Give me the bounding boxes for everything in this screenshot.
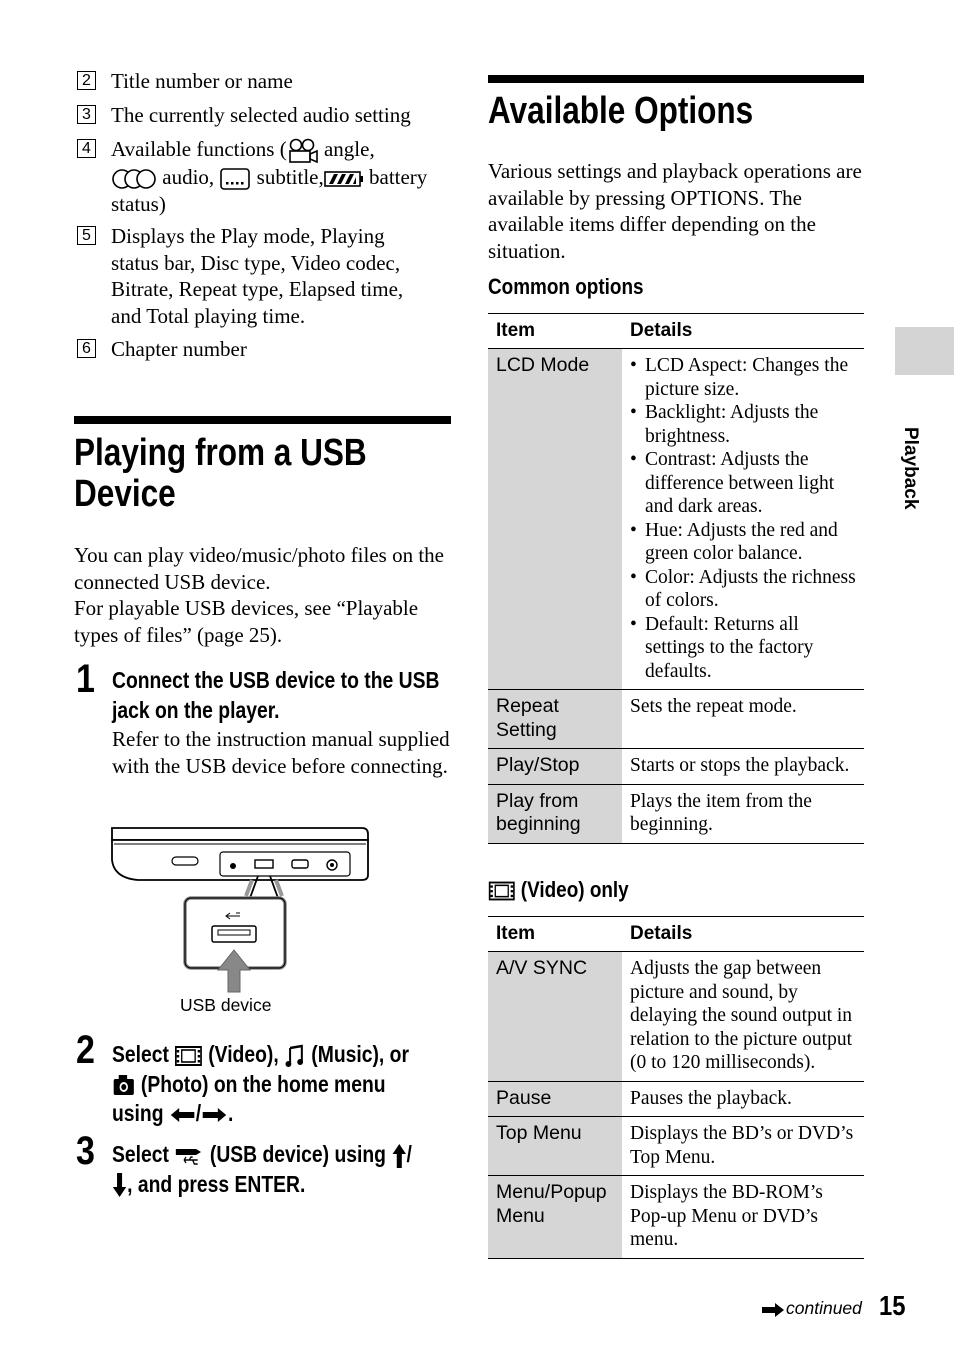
video-only-heading — [488, 877, 629, 903]
right-arrow-icon — [201, 1106, 228, 1124]
row-item: Pause — [488, 1081, 622, 1117]
continued-text: continued — [786, 1298, 862, 1318]
list-item: • Default: Returns all settings to the factory defaults. — [630, 613, 856, 684]
legend-battery-label: battery — [369, 165, 428, 190]
down-arrow-icon — [112, 1172, 127, 1198]
video-only-heading-text: (Video) only — [520, 877, 629, 902]
legend-number: 5 — [77, 226, 96, 245]
page-number: 15 — [879, 1290, 906, 1321]
table-row — [488, 784, 864, 843]
row-item: A/V SYNC — [488, 952, 622, 1082]
subtitle-icon — [219, 167, 251, 191]
step-2-heading — [112, 1040, 466, 1129]
row-item: LCD Mode — [488, 349, 622, 690]
row-details: Sets the repeat mode. — [622, 690, 864, 749]
legend-number: 2 — [77, 71, 96, 90]
row-details: Adjusts the gap between picture and sound, by delaying the sound output in relation to the picture output (0 to 120 milliseconds). — [622, 952, 864, 1082]
table-row — [488, 1176, 864, 1259]
step-line — [112, 1170, 412, 1200]
step-text-usb: (USB device) using — [209, 1141, 386, 1167]
step-text-using: using — [112, 1100, 164, 1126]
step-3-heading — [112, 1140, 469, 1199]
row-details: Displays the BD-ROM’s Pop-up Menu or DVD’s menu. — [622, 1176, 864, 1259]
step-line — [112, 1070, 409, 1100]
legend-number: 6 — [77, 339, 96, 358]
step-text-music: (Music), or — [311, 1041, 409, 1067]
common-options-table — [488, 313, 864, 844]
list-item: • Hue: Adjusts the red and green color balance. — [630, 519, 856, 566]
step-line — [112, 1140, 412, 1170]
legend-text-tail: status) — [111, 192, 166, 217]
legend-subtitle-label: subtitle, — [256, 165, 324, 190]
up-arrow-icon — [391, 1143, 406, 1169]
title-line: Playing from a USB — [74, 432, 367, 474]
continued-indicator — [760, 1298, 862, 1319]
common-options-heading: Common options — [488, 274, 644, 299]
step-text-select: Select — [112, 1141, 169, 1167]
legend-text: Displays the Play mode, Playing status bar, Disc type, Video codec, Bitrate, Repeat type, Elapsed time, and Total playing time. — [111, 224, 404, 328]
row-item: Menu/Popup Menu — [488, 1176, 622, 1259]
video-icon — [488, 879, 516, 903]
row-item: Play from beginning — [488, 784, 622, 843]
step-text-select: Select — [112, 1041, 169, 1067]
list-item: • LCD Aspect: Changes the picture size. — [630, 354, 856, 401]
details-list — [630, 354, 856, 683]
section-rule — [74, 416, 451, 424]
list-item: • Color: Adjusts the richness of colors. — [630, 566, 856, 613]
video-icon — [174, 1044, 203, 1068]
legend-audio-label: audio, — [162, 165, 215, 190]
step-text-slash: / — [406, 1141, 412, 1167]
table-row — [488, 749, 864, 785]
table-row — [488, 690, 864, 749]
side-tab-label: Playback — [900, 427, 921, 510]
table-header-row — [488, 917, 864, 952]
section-title-usb — [74, 433, 367, 515]
usb-intro-text-2: For playable USB devices, see “Playable types of files” (page 25). — [74, 596, 419, 647]
row-details — [622, 349, 864, 690]
row-details: Starts or stops the playback. — [622, 749, 864, 785]
video-options-table — [488, 916, 864, 1259]
legend-number: 4 — [77, 139, 96, 158]
angle-icon — [287, 138, 319, 164]
list-item: • Contrast: Adjusts the difference between light and dark areas. — [630, 448, 856, 519]
step-1-heading — [112, 666, 502, 725]
music-icon — [284, 1043, 306, 1069]
step-line — [112, 1040, 409, 1070]
legend-text: Chapter number — [111, 337, 247, 361]
legend-number: 3 — [77, 105, 96, 124]
title-line: Device — [74, 473, 176, 515]
row-item: Repeat Setting — [488, 690, 622, 749]
left-arrow-icon — [169, 1106, 196, 1124]
row-details: Plays the item from the beginning. — [622, 784, 864, 843]
step-line: Connect the USB device to the USB — [112, 667, 440, 693]
step-text-end: . — [228, 1100, 234, 1126]
row-item: Play/Stop — [488, 749, 622, 785]
legend-angle-label: angle, — [323, 137, 375, 161]
table-header-row — [488, 314, 864, 349]
step-line: using / . — [112, 1100, 234, 1126]
step-number: 1 — [76, 657, 95, 701]
row-item: Top Menu — [488, 1117, 622, 1176]
usb-connection-figure — [100, 820, 380, 1020]
table-row — [488, 1081, 864, 1117]
column-header-details: Details — [622, 917, 864, 952]
legend-text: Title number or name — [111, 69, 293, 93]
usb-intro — [74, 542, 452, 648]
table-row — [488, 1117, 864, 1176]
legend-text — [111, 136, 456, 218]
usb-intro-text: You can play video/music/photo files on the connected USB device. — [74, 543, 444, 594]
side-tab-marker — [895, 327, 954, 375]
column-header-item: Item — [488, 917, 622, 952]
step-1-body: Refer to the instruction manual supplied with the USB device before connecting. — [112, 727, 450, 778]
usb-device-icon — [174, 1144, 204, 1168]
step-number: 2 — [76, 1028, 95, 1072]
photo-icon — [112, 1073, 136, 1097]
row-details: Displays the BD’s or DVD’s Top Menu. — [622, 1117, 864, 1176]
step-number: 3 — [76, 1129, 95, 1173]
column-header-details: Details — [622, 314, 864, 349]
step-text-video: (Video), — [208, 1041, 279, 1067]
options-intro: Various settings and playback operations are available by pressing OPTIONS. The available items differ depending on the situation. — [488, 159, 862, 263]
figure-caption: USB device — [180, 995, 272, 1015]
table-row — [488, 349, 864, 690]
legend-text: The currently selected audio setting — [111, 103, 411, 127]
step-text-end: , and press ENTER. — [127, 1170, 306, 1197]
section-rule — [488, 75, 864, 83]
legend-text-pre: Available functions ( — [111, 137, 287, 161]
row-details: Pauses the playback. — [622, 1081, 864, 1117]
section-title-options: Available Options — [488, 90, 754, 132]
list-item: • Backlight: Adjusts the brightness. — [630, 401, 856, 448]
step-text-photo: (Photo) on the home menu — [140, 1070, 386, 1097]
right-arrow-icon — [760, 1302, 786, 1318]
column-header-item: Item — [488, 314, 622, 349]
battery-icon — [324, 169, 364, 189]
step-line: jack on the player. — [112, 696, 280, 723]
audio-icon — [111, 168, 157, 190]
table-row — [488, 952, 864, 1082]
